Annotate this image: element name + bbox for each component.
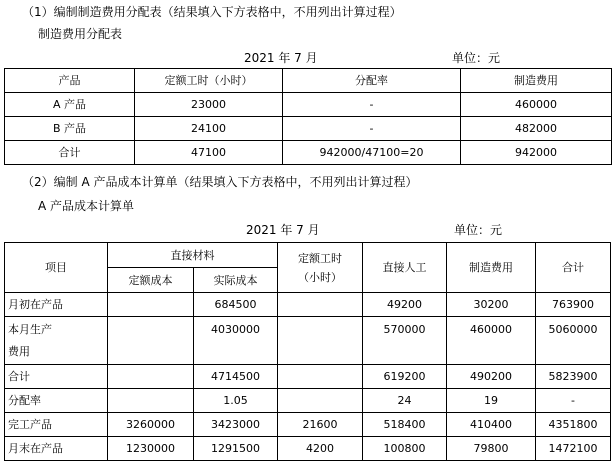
q2-row-label: 月初在产品: [5, 293, 108, 317]
table-row: [5, 93, 612, 117]
q2-date: 2021 年 7 月: [246, 223, 320, 237]
q2-header-hours: [278, 243, 363, 293]
q2-cell: 21600: [278, 413, 363, 437]
q2-cell: 619200: [363, 365, 447, 389]
q1-table-title: 制造费用分配表: [38, 27, 123, 41]
q2-header-hours-line2: （小时）: [298, 270, 342, 284]
q1-cell: -: [283, 117, 461, 141]
q2-header-direct-materials: 直接材料: [108, 243, 278, 268]
q2-heading: （2）编制 A 产品成本计算单（结果填入下方表格中，不用列出计算过程）: [22, 175, 418, 189]
q2-cell: 4714500: [194, 365, 278, 389]
q1-cell: 合计: [5, 141, 135, 165]
q2-cell: 19: [447, 389, 536, 413]
q2-row-label: 合计: [5, 365, 108, 389]
q2-cell: 4200: [278, 437, 363, 461]
q2-unit: 单位：元: [454, 223, 503, 237]
q2-cell: 1472100: [536, 437, 611, 461]
q2-cell: 4030000: [194, 317, 278, 365]
q1-allocation-table: [4, 68, 612, 165]
q2-header-overhead: 制造费用: [447, 243, 536, 293]
q1-header-rate: 分配率: [283, 69, 461, 93]
q2-cell: [278, 317, 363, 365]
q1-cell: 47100: [135, 141, 283, 165]
q2-cell: [278, 389, 363, 413]
q1-cell: 23000: [135, 93, 283, 117]
q2-table-title: A 产品成本计算单: [38, 199, 135, 213]
q2-cell: 79800: [447, 437, 536, 461]
q2-cell: 1291500: [194, 437, 278, 461]
q2-header-direct-labor: 直接人工: [363, 243, 447, 293]
q1-header-overhead: 制造费用: [461, 69, 612, 93]
table-row: [5, 437, 611, 461]
q2-cell: [108, 365, 194, 389]
q1-header-row: [5, 69, 612, 93]
q2-row-label: [5, 317, 108, 365]
q2-row-label: 月末在产品: [5, 437, 108, 461]
q2-row-label-line2: 费用: [8, 345, 30, 358]
q2-cell: [108, 293, 194, 317]
q2-row-label: 完工产品: [5, 413, 108, 437]
q1-date: 2021 年 7 月: [244, 51, 318, 65]
q2-cell: [108, 389, 194, 413]
q2-header-row-1: [5, 243, 611, 268]
q2-cell: 3260000: [108, 413, 194, 437]
q2-cell: 1.05: [194, 389, 278, 413]
q2-header-item: 项目: [5, 243, 108, 293]
q1-cell: 24100: [135, 117, 283, 141]
q2-cell: 30200: [447, 293, 536, 317]
q1-header-product: 产品: [5, 69, 135, 93]
q2-cell: 1230000: [108, 437, 194, 461]
table-row: [5, 141, 612, 165]
table-row: [5, 413, 611, 437]
q2-cell: -: [536, 389, 611, 413]
q1-cell: -: [283, 93, 461, 117]
q2-header-actual-cost: 实际成本: [194, 268, 278, 293]
q2-cell: 5823900: [536, 365, 611, 389]
q2-cell: [108, 317, 194, 365]
q2-cell: 490200: [447, 365, 536, 389]
q1-cell: 942000: [461, 141, 612, 165]
q2-row-label: 分配率: [5, 389, 108, 413]
q1-cell: 942000/47100=20: [283, 141, 461, 165]
table-row: [5, 365, 611, 389]
q2-cost-table: [4, 242, 611, 461]
q2-cell: [278, 293, 363, 317]
q2-cell: 684500: [194, 293, 278, 317]
q2-header-total: 合计: [536, 243, 611, 293]
table-row: [5, 117, 612, 141]
table-row: [5, 389, 611, 413]
q2-cell: [278, 365, 363, 389]
q1-cell: B 产品: [5, 117, 135, 141]
q2-cell: 460000: [447, 317, 536, 365]
q1-heading: （1）编制制造费用分配表（结果填入下方表格中，不用列出计算过程）: [22, 5, 402, 19]
q1-cell: A 产品: [5, 93, 135, 117]
q2-cell: 3423000: [194, 413, 278, 437]
table-row: [5, 293, 611, 317]
q2-cell: 518400: [363, 413, 447, 437]
q2-cell: 49200: [363, 293, 447, 317]
q2-cell: 5060000: [536, 317, 611, 365]
q1-cell: 482000: [461, 117, 612, 141]
q2-cell: 570000: [363, 317, 447, 365]
q2-cell: 4351800: [536, 413, 611, 437]
table-row: [5, 317, 611, 365]
q2-row-label-line1: 本月生产: [8, 323, 52, 336]
q2-cell: 24: [363, 389, 447, 413]
q2-cell: 763900: [536, 293, 611, 317]
q1-header-hours: 定额工时（小时）: [135, 69, 283, 93]
q2-cell: 410400: [447, 413, 536, 437]
q1-unit: 单位：元: [452, 51, 501, 65]
q2-header-hours-line1: 定额工时: [298, 251, 342, 265]
q2-cell: 100800: [363, 437, 447, 461]
q1-cell: 460000: [461, 93, 612, 117]
q2-header-standard-cost: 定额成本: [108, 268, 194, 293]
